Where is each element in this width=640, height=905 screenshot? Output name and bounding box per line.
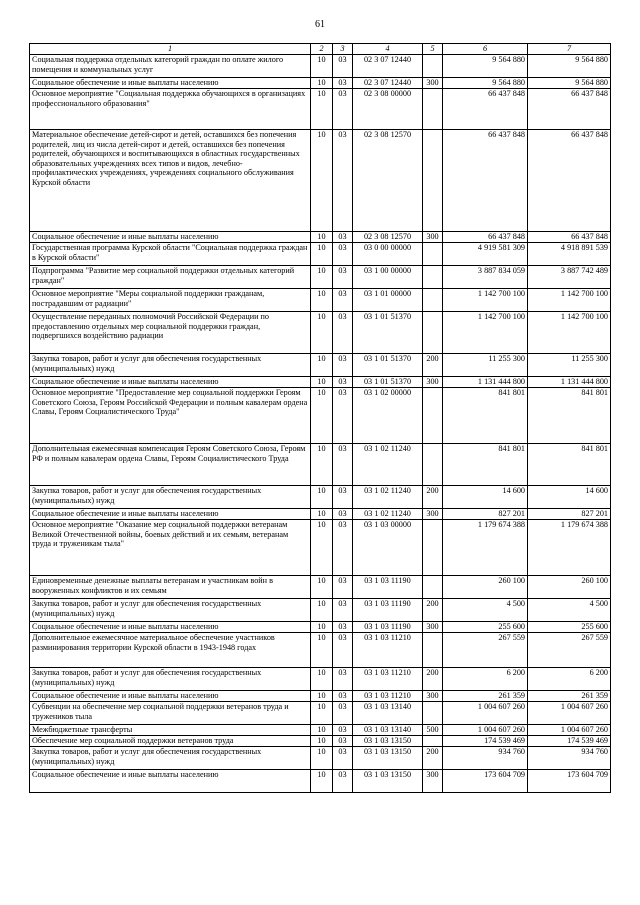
cell-amount-1: 6 200 bbox=[443, 668, 528, 691]
cell-target-article: 03 1 03 11210 bbox=[353, 668, 423, 691]
cell-amount-1: 841 801 bbox=[443, 388, 528, 444]
cell-amount-1: 934 760 bbox=[443, 747, 528, 770]
cell-name: Социальное обеспечение и иные выплаты населению bbox=[30, 78, 311, 89]
cell-section: 10 bbox=[311, 89, 333, 130]
cell-section: 10 bbox=[311, 243, 333, 266]
table-row bbox=[30, 232, 611, 243]
cell-name: Осуществление переданных полномочий Российской Федерации по предоставлению отдельных мер социальной поддержки граждан, подвергшихся воздействию радиации bbox=[30, 312, 311, 354]
budget-table bbox=[29, 43, 611, 793]
cell-name: Закупка товаров, работ и услуг для обеспечения государственных (муниципальных) нужд bbox=[30, 354, 311, 377]
cell-section: 10 bbox=[311, 232, 333, 243]
cell-subsection: 03 bbox=[333, 725, 353, 736]
cell-amount-2: 260 100 bbox=[528, 576, 611, 599]
cell-section: 10 bbox=[311, 599, 333, 622]
cell-amount-1: 66 437 848 bbox=[443, 89, 528, 130]
cell-name: Обеспечение мер социальной поддержки ветеранов труда bbox=[30, 736, 311, 747]
cell-amount-2: 4 918 891 539 bbox=[528, 243, 611, 266]
cell-amount-2: 841 801 bbox=[528, 444, 611, 486]
cell-expense-type: 300 bbox=[423, 691, 443, 702]
header-col-1: 1 bbox=[30, 44, 311, 55]
cell-name: Закупка товаров, работ и услуг для обеспечения государственных (муниципальных) нужд bbox=[30, 747, 311, 770]
cell-amount-2: 1 131 444 800 bbox=[528, 377, 611, 388]
table-row bbox=[30, 266, 611, 289]
cell-expense-type: 200 bbox=[423, 599, 443, 622]
cell-expense-type: 300 bbox=[423, 622, 443, 633]
cell-amount-1: 66 437 848 bbox=[443, 130, 528, 232]
cell-target-article: 02 3 08 00000 bbox=[353, 89, 423, 130]
cell-expense-type: 200 bbox=[423, 747, 443, 770]
cell-name: Социальное обеспечение и иные выплаты населению bbox=[30, 622, 311, 633]
cell-amount-2: 66 437 848 bbox=[528, 89, 611, 130]
cell-target-article: 03 1 03 11190 bbox=[353, 576, 423, 599]
cell-subsection: 03 bbox=[333, 668, 353, 691]
cell-subsection: 03 bbox=[333, 622, 353, 633]
cell-section: 10 bbox=[311, 702, 333, 725]
table-row bbox=[30, 312, 611, 354]
cell-target-article: 03 1 03 11190 bbox=[353, 599, 423, 622]
cell-subsection: 03 bbox=[333, 312, 353, 354]
table-row bbox=[30, 770, 611, 793]
cell-expense-type: 200 bbox=[423, 668, 443, 691]
cell-name: Материальное обеспечение детей-сирот и детей, оставшихся без попечения родителей, лиц из числа детей-сирот и детей, оставшихся без попечения родителей, обучающихся и воспитывающихся в областных государственных образовательных учреждениях всех типов и видов, лечебно-профилактических учреждениях, учреждениях социального обслуживания Курской области bbox=[30, 130, 311, 232]
cell-name: Субвенции на обеспечение мер социальной поддержки ветеранов труда и тружеников тыла bbox=[30, 702, 311, 725]
cell-section: 10 bbox=[311, 130, 333, 232]
cell-target-article: 03 1 03 11210 bbox=[353, 691, 423, 702]
cell-name: Социальная поддержка отдельных категорий граждан по оплате жилого помещения и коммунальных услуг bbox=[30, 55, 311, 78]
cell-expense-type bbox=[423, 576, 443, 599]
cell-name: Государственная программа Курской области "Социальная поддержка граждан в Курской области" bbox=[30, 243, 311, 266]
cell-amount-1: 3 887 834 059 bbox=[443, 266, 528, 289]
cell-amount-1: 9 564 880 bbox=[443, 78, 528, 89]
table-row bbox=[30, 444, 611, 486]
cell-name: Социальное обеспечение и иные выплаты населению bbox=[30, 770, 311, 793]
budget-table-body bbox=[30, 55, 611, 793]
cell-name: Закупка товаров, работ и услуг для обеспечения государственных (муниципальных) нужд bbox=[30, 486, 311, 509]
cell-section: 10 bbox=[311, 770, 333, 793]
cell-amount-1: 1 142 700 100 bbox=[443, 312, 528, 354]
cell-section: 10 bbox=[311, 633, 333, 668]
cell-subsection: 03 bbox=[333, 770, 353, 793]
cell-amount-2: 1 142 700 100 bbox=[528, 289, 611, 312]
cell-amount-1: 66 437 848 bbox=[443, 232, 528, 243]
cell-target-article: 02 3 07 12440 bbox=[353, 55, 423, 78]
cell-subsection: 03 bbox=[333, 747, 353, 770]
cell-target-article: 03 1 01 51370 bbox=[353, 312, 423, 354]
cell-section: 10 bbox=[311, 312, 333, 354]
cell-section: 10 bbox=[311, 289, 333, 312]
cell-target-article: 03 0 00 00000 bbox=[353, 243, 423, 266]
cell-section: 10 bbox=[311, 509, 333, 520]
cell-section: 10 bbox=[311, 354, 333, 377]
cell-section: 10 bbox=[311, 668, 333, 691]
cell-name: Единовременные денежные выплаты ветеранам и участникам войн в вооруженных конфликтов и их семьям bbox=[30, 576, 311, 599]
cell-name: Дополнительное ежемесячное материальное обеспечение участников разминирования территории Курской области в 1943-1948 годах bbox=[30, 633, 311, 668]
cell-expense-type bbox=[423, 444, 443, 486]
cell-amount-2: 255 600 bbox=[528, 622, 611, 633]
cell-name: Дополнительная ежемесячная компенсация Героям Советского Союза, Героям РФ и полным кавалерам ордена Славы, Героям Социалистического Труда bbox=[30, 444, 311, 486]
cell-amount-1: 174 539 469 bbox=[443, 736, 528, 747]
cell-name: Закупка товаров, работ и услуг для обеспечения государственных (муниципальных) нужд bbox=[30, 668, 311, 691]
table-row bbox=[30, 354, 611, 377]
table-row bbox=[30, 691, 611, 702]
cell-subsection: 03 bbox=[333, 243, 353, 266]
cell-target-article: 03 1 01 00000 bbox=[353, 289, 423, 312]
cell-subsection: 03 bbox=[333, 633, 353, 668]
cell-name: Социальное обеспечение и иные выплаты населению bbox=[30, 691, 311, 702]
cell-section: 10 bbox=[311, 725, 333, 736]
header-col-7: 7 bbox=[528, 44, 611, 55]
cell-section: 10 bbox=[311, 622, 333, 633]
cell-expense-type: 300 bbox=[423, 509, 443, 520]
cell-subsection: 03 bbox=[333, 576, 353, 599]
cell-expense-type bbox=[423, 388, 443, 444]
cell-expense-type bbox=[423, 266, 443, 289]
cell-section: 10 bbox=[311, 691, 333, 702]
cell-subsection: 03 bbox=[333, 444, 353, 486]
cell-expense-type: 300 bbox=[423, 377, 443, 388]
cell-subsection: 03 bbox=[333, 599, 353, 622]
cell-subsection: 03 bbox=[333, 509, 353, 520]
cell-section: 10 bbox=[311, 520, 333, 576]
cell-target-article: 03 1 01 51370 bbox=[353, 377, 423, 388]
cell-subsection: 03 bbox=[333, 232, 353, 243]
table-row bbox=[30, 576, 611, 599]
cell-subsection: 03 bbox=[333, 702, 353, 725]
cell-amount-1: 4 919 581 309 bbox=[443, 243, 528, 266]
header-col-4: 4 bbox=[353, 44, 423, 55]
cell-amount-1: 827 201 bbox=[443, 509, 528, 520]
cell-amount-2: 66 437 848 bbox=[528, 232, 611, 243]
cell-section: 10 bbox=[311, 486, 333, 509]
cell-section: 10 bbox=[311, 78, 333, 89]
cell-target-article: 03 1 03 13140 bbox=[353, 702, 423, 725]
cell-subsection: 03 bbox=[333, 89, 353, 130]
table-row bbox=[30, 520, 611, 576]
cell-expense-type bbox=[423, 55, 443, 78]
cell-target-article: 03 1 02 11240 bbox=[353, 444, 423, 486]
cell-target-article: 03 1 03 11190 bbox=[353, 622, 423, 633]
cell-subsection: 03 bbox=[333, 520, 353, 576]
cell-amount-2: 1 142 700 100 bbox=[528, 312, 611, 354]
cell-amount-2: 9 564 880 bbox=[528, 55, 611, 78]
table-row bbox=[30, 725, 611, 736]
header-col-2: 2 bbox=[311, 44, 333, 55]
cell-expense-type bbox=[423, 89, 443, 130]
cell-amount-1: 1 131 444 800 bbox=[443, 377, 528, 388]
cell-amount-1: 1 004 607 260 bbox=[443, 725, 528, 736]
cell-subsection: 03 bbox=[333, 377, 353, 388]
table-row bbox=[30, 89, 611, 130]
cell-subsection: 03 bbox=[333, 78, 353, 89]
cell-amount-2: 1 179 674 388 bbox=[528, 520, 611, 576]
cell-amount-2: 841 801 bbox=[528, 388, 611, 444]
table-row bbox=[30, 668, 611, 691]
cell-name: Социальное обеспечение и иные выплаты населению bbox=[30, 377, 311, 388]
cell-subsection: 03 bbox=[333, 130, 353, 232]
cell-expense-type bbox=[423, 520, 443, 576]
cell-amount-2: 173 604 709 bbox=[528, 770, 611, 793]
table-row bbox=[30, 130, 611, 232]
cell-target-article: 03 1 02 11240 bbox=[353, 486, 423, 509]
cell-target-article: 03 1 00 00000 bbox=[353, 266, 423, 289]
cell-expense-type: 300 bbox=[423, 232, 443, 243]
cell-amount-2: 9 564 880 bbox=[528, 78, 611, 89]
table-row bbox=[30, 599, 611, 622]
cell-amount-2: 6 200 bbox=[528, 668, 611, 691]
cell-target-article: 03 1 03 00000 bbox=[353, 520, 423, 576]
cell-section: 10 bbox=[311, 388, 333, 444]
cell-section: 10 bbox=[311, 266, 333, 289]
cell-subsection: 03 bbox=[333, 736, 353, 747]
cell-amount-2: 827 201 bbox=[528, 509, 611, 520]
cell-amount-2: 11 255 300 bbox=[528, 354, 611, 377]
table-row bbox=[30, 243, 611, 266]
cell-expense-type bbox=[423, 289, 443, 312]
cell-name: Межбюджетные трансферты bbox=[30, 725, 311, 736]
table-row bbox=[30, 509, 611, 520]
cell-expense-type bbox=[423, 736, 443, 747]
cell-target-article: 03 1 03 13150 bbox=[353, 736, 423, 747]
cell-amount-2: 934 760 bbox=[528, 747, 611, 770]
cell-amount-1: 267 559 bbox=[443, 633, 528, 668]
cell-amount-2: 1 004 607 260 bbox=[528, 725, 611, 736]
cell-subsection: 03 bbox=[333, 486, 353, 509]
cell-amount-1: 255 600 bbox=[443, 622, 528, 633]
cell-expense-type bbox=[423, 633, 443, 668]
table-row bbox=[30, 377, 611, 388]
cell-section: 10 bbox=[311, 576, 333, 599]
table-row bbox=[30, 736, 611, 747]
cell-amount-1: 260 100 bbox=[443, 576, 528, 599]
cell-amount-2: 1 004 607 260 bbox=[528, 702, 611, 725]
cell-name: Подпрограмма "Развитие мер социальной поддержки отдельных категорий граждан" bbox=[30, 266, 311, 289]
cell-amount-2: 66 437 848 bbox=[528, 130, 611, 232]
cell-target-article: 02 3 08 12570 bbox=[353, 130, 423, 232]
cell-name: Закупка товаров, работ и услуг для обеспечения государственных (муниципальных) нужд bbox=[30, 599, 311, 622]
table-row bbox=[30, 486, 611, 509]
cell-amount-2: 3 887 742 489 bbox=[528, 266, 611, 289]
cell-amount-1: 14 600 bbox=[443, 486, 528, 509]
cell-subsection: 03 bbox=[333, 354, 353, 377]
header-row bbox=[30, 44, 611, 55]
cell-target-article: 03 1 03 11210 bbox=[353, 633, 423, 668]
cell-amount-2: 4 500 bbox=[528, 599, 611, 622]
table-row bbox=[30, 289, 611, 312]
table-row bbox=[30, 633, 611, 668]
cell-amount-1: 9 564 880 bbox=[443, 55, 528, 78]
cell-expense-type bbox=[423, 702, 443, 725]
cell-name: Основное мероприятие "Социальная поддержка обучающихся в организациях профессионального образования" bbox=[30, 89, 311, 130]
cell-section: 10 bbox=[311, 377, 333, 388]
table-row bbox=[30, 702, 611, 725]
cell-target-article: 03 1 03 13150 bbox=[353, 747, 423, 770]
header-col-3: 3 bbox=[333, 44, 353, 55]
cell-amount-1: 173 604 709 bbox=[443, 770, 528, 793]
table-row bbox=[30, 747, 611, 770]
cell-amount-1: 11 255 300 bbox=[443, 354, 528, 377]
cell-amount-1: 1 142 700 100 bbox=[443, 289, 528, 312]
page-number: 61 bbox=[315, 19, 325, 30]
header-col-5: 5 bbox=[423, 44, 443, 55]
cell-amount-1: 1 004 607 260 bbox=[443, 702, 528, 725]
cell-amount-2: 14 600 bbox=[528, 486, 611, 509]
cell-subsection: 03 bbox=[333, 388, 353, 444]
cell-amount-2: 261 359 bbox=[528, 691, 611, 702]
cell-target-article: 03 1 02 00000 bbox=[353, 388, 423, 444]
cell-expense-type: 200 bbox=[423, 486, 443, 509]
cell-name: Основное мероприятие "Меры социальной поддержки гражданам, пострадавшим от радиации" bbox=[30, 289, 311, 312]
cell-amount-1: 841 801 bbox=[443, 444, 528, 486]
table-row bbox=[30, 78, 611, 89]
cell-expense-type bbox=[423, 243, 443, 266]
cell-amount-1: 1 179 674 388 bbox=[443, 520, 528, 576]
table-row bbox=[30, 55, 611, 78]
cell-expense-type bbox=[423, 312, 443, 354]
cell-target-article: 02 3 08 12570 bbox=[353, 232, 423, 243]
cell-expense-type: 300 bbox=[423, 78, 443, 89]
cell-name: Социальное обеспечение и иные выплаты населению bbox=[30, 509, 311, 520]
cell-subsection: 03 bbox=[333, 55, 353, 78]
cell-target-article: 02 3 07 12440 bbox=[353, 78, 423, 89]
cell-expense-type: 500 bbox=[423, 725, 443, 736]
table-row bbox=[30, 388, 611, 444]
cell-section: 10 bbox=[311, 444, 333, 486]
cell-name: Основное мероприятие "Предоставление мер социальной поддержки Героям Советского Союза, Героям Российской Федерации и полным кавалерам ордена Славы, Героям Социалистического Труда" bbox=[30, 388, 311, 444]
cell-subsection: 03 bbox=[333, 289, 353, 312]
header-col-6: 6 bbox=[443, 44, 528, 55]
cell-target-article: 03 1 01 51370 bbox=[353, 354, 423, 377]
cell-subsection: 03 bbox=[333, 691, 353, 702]
cell-amount-2: 267 559 bbox=[528, 633, 611, 668]
cell-expense-type: 300 bbox=[423, 770, 443, 793]
cell-subsection: 03 bbox=[333, 266, 353, 289]
cell-expense-type bbox=[423, 130, 443, 232]
cell-name: Основное мероприятие "Оказание мер социальной поддержки ветеранам Великой Отечественной войны, боевых действий и их семьям, ветеранам труда и труженикам тыла" bbox=[30, 520, 311, 576]
cell-section: 10 bbox=[311, 736, 333, 747]
cell-section: 10 bbox=[311, 747, 333, 770]
cell-name: Социальное обеспечение и иные выплаты населению bbox=[30, 232, 311, 243]
cell-amount-1: 4 500 bbox=[443, 599, 528, 622]
cell-target-article: 03 1 02 11240 bbox=[353, 509, 423, 520]
cell-amount-1: 261 359 bbox=[443, 691, 528, 702]
cell-section: 10 bbox=[311, 55, 333, 78]
cell-target-article: 03 1 03 13150 bbox=[353, 770, 423, 793]
cell-amount-2: 174 539 469 bbox=[528, 736, 611, 747]
table-row bbox=[30, 622, 611, 633]
cell-expense-type: 200 bbox=[423, 354, 443, 377]
cell-target-article: 03 1 03 13140 bbox=[353, 725, 423, 736]
